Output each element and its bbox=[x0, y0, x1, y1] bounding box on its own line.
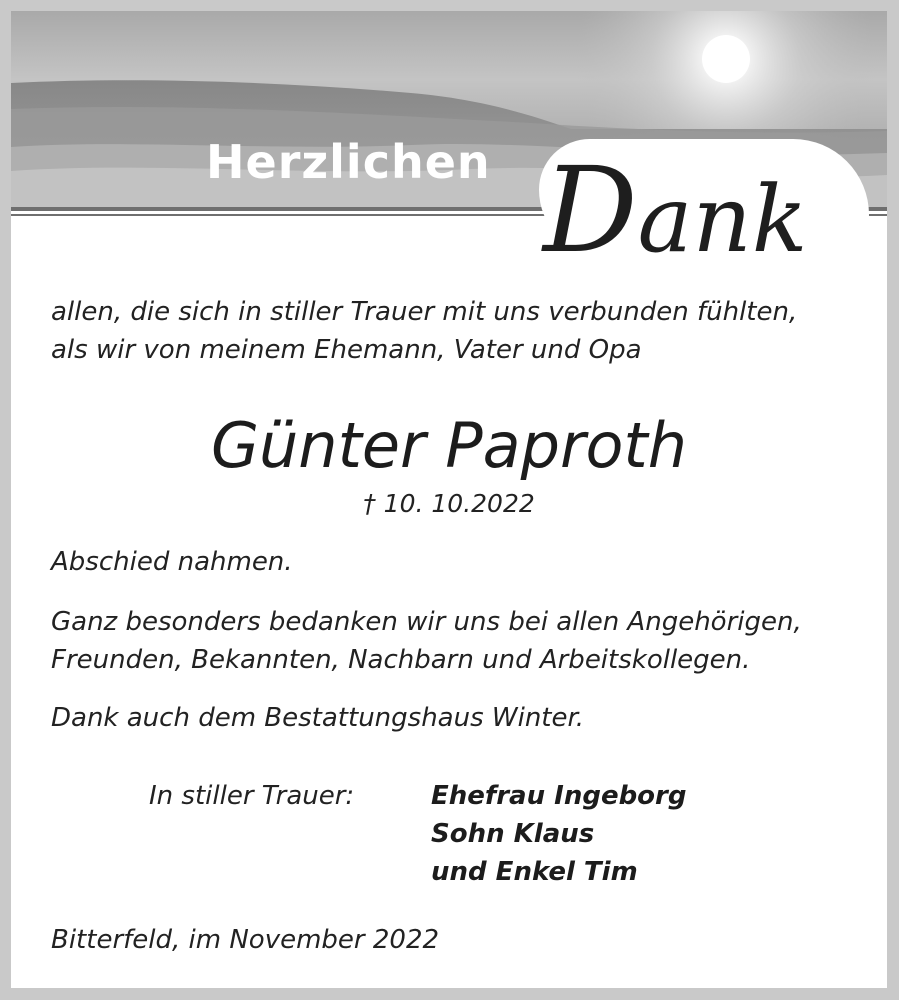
place-and-date: Bitterfeld, im November 2022 bbox=[51, 925, 440, 955]
dank-script-heading bbox=[521, 129, 881, 279]
dank-text: Dank bbox=[543, 141, 808, 279]
mourners-label: In stiller Trauer: bbox=[149, 781, 355, 811]
thanks-funeral-home: Dank auch dem Bestattungshaus Winter. bbox=[51, 703, 585, 733]
thanks-line-2: Freunden, Bekannten, Nachbarn und Arbeitskollegen. bbox=[51, 645, 751, 675]
farewell-text: Abschied nahmen. bbox=[51, 547, 293, 577]
death-date: † 10. 10.2022 bbox=[363, 489, 535, 518]
intro-line-1: allen, die sich in stiller Trauer mit uns verbunden fühlten, bbox=[51, 297, 798, 327]
header-herzlichen: Herzlichen bbox=[206, 135, 491, 189]
thanks-line-1: Ganz besonders bedanken wir uns bei allen Angehörigen, bbox=[51, 607, 802, 637]
mourner-name: und Enkel Tim bbox=[431, 857, 638, 887]
obituary-card bbox=[11, 11, 887, 988]
mourner-name: Sohn Klaus bbox=[431, 819, 595, 849]
intro-line-2: als wir von meinem Ehemann, Vater und Opa bbox=[51, 335, 642, 365]
deceased-name: Günter Paproth bbox=[210, 409, 688, 482]
mourner-name: Ehefrau Ingeborg bbox=[431, 781, 687, 811]
